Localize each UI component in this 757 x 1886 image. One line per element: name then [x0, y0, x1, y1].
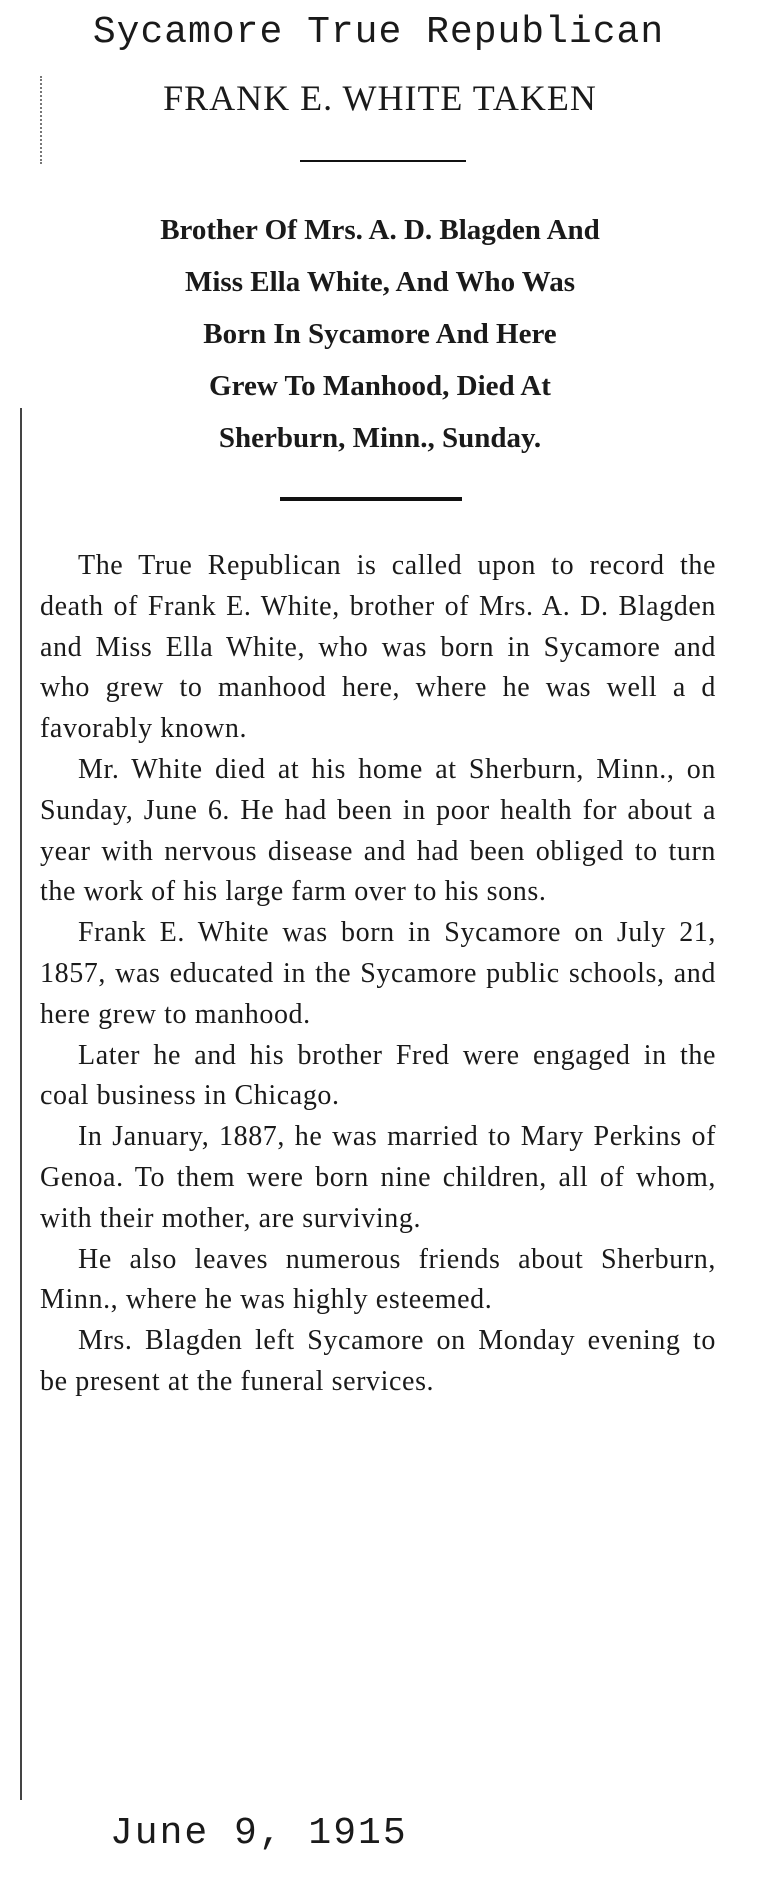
- article-paragraph: The True Republican is called upon to record the death of Frank E. White, brother of Mrs. A. D. Blagden and Miss Ella White, who was born in Sycamore and who grew to manhood here, where he was well a d favorably known.: [40, 550, 716, 745]
- deck-line: Sherburn, Minn., Sunday.: [218, 422, 542, 454]
- deck-line: Miss Ella White, And Who Was: [184, 266, 575, 298]
- deck-divider: [280, 497, 462, 501]
- article-body: [40, 546, 716, 1403]
- column-rule: [20, 408, 22, 1800]
- article-paragraph: He also leaves numerous friends about Sherburn, Minn., where he was highly esteemed.: [40, 1243, 716, 1316]
- article-paragraph: Frank E. White was born in Sycamore on July 21, 1857, was educated in the Sycamore public schools, and here grew to manhood.: [40, 917, 716, 1030]
- article-paragraph: Mrs. Blagden left Sycamore on Monday evening to be present at the funeral services.: [40, 1325, 716, 1397]
- publication-date: June 9, 1915: [110, 1812, 408, 1855]
- deck-line: Born In Sycamore And Here: [203, 318, 557, 350]
- newspaper-name: Sycamore True Republican: [92, 11, 665, 54]
- article-deck: [40, 204, 720, 464]
- article-paragraph: Mr. White died at his home at Sherburn, Minn., on Sunday, June 6. He had been in poor health for about a year with nervous disease and had been obliged to turn the work of his large farm over to his sons.: [40, 753, 716, 908]
- deck-line: Grew To Manhood, Died At: [209, 370, 551, 402]
- headline-divider: [300, 160, 466, 162]
- article-headline: FRANK E. WHITE TAKEN: [163, 78, 597, 118]
- article-paragraph: Later he and his brother Fred were engaged in the coal business in Chicago.: [40, 1039, 716, 1112]
- deck-line: Brother Of Mrs. A. D. Blagden And: [160, 214, 600, 246]
- article-paragraph: In January, 1887, he was married to Mary Perkins of Genoa. To them were born nine children, all of whom, with their mother, are surviving.: [40, 1121, 716, 1234]
